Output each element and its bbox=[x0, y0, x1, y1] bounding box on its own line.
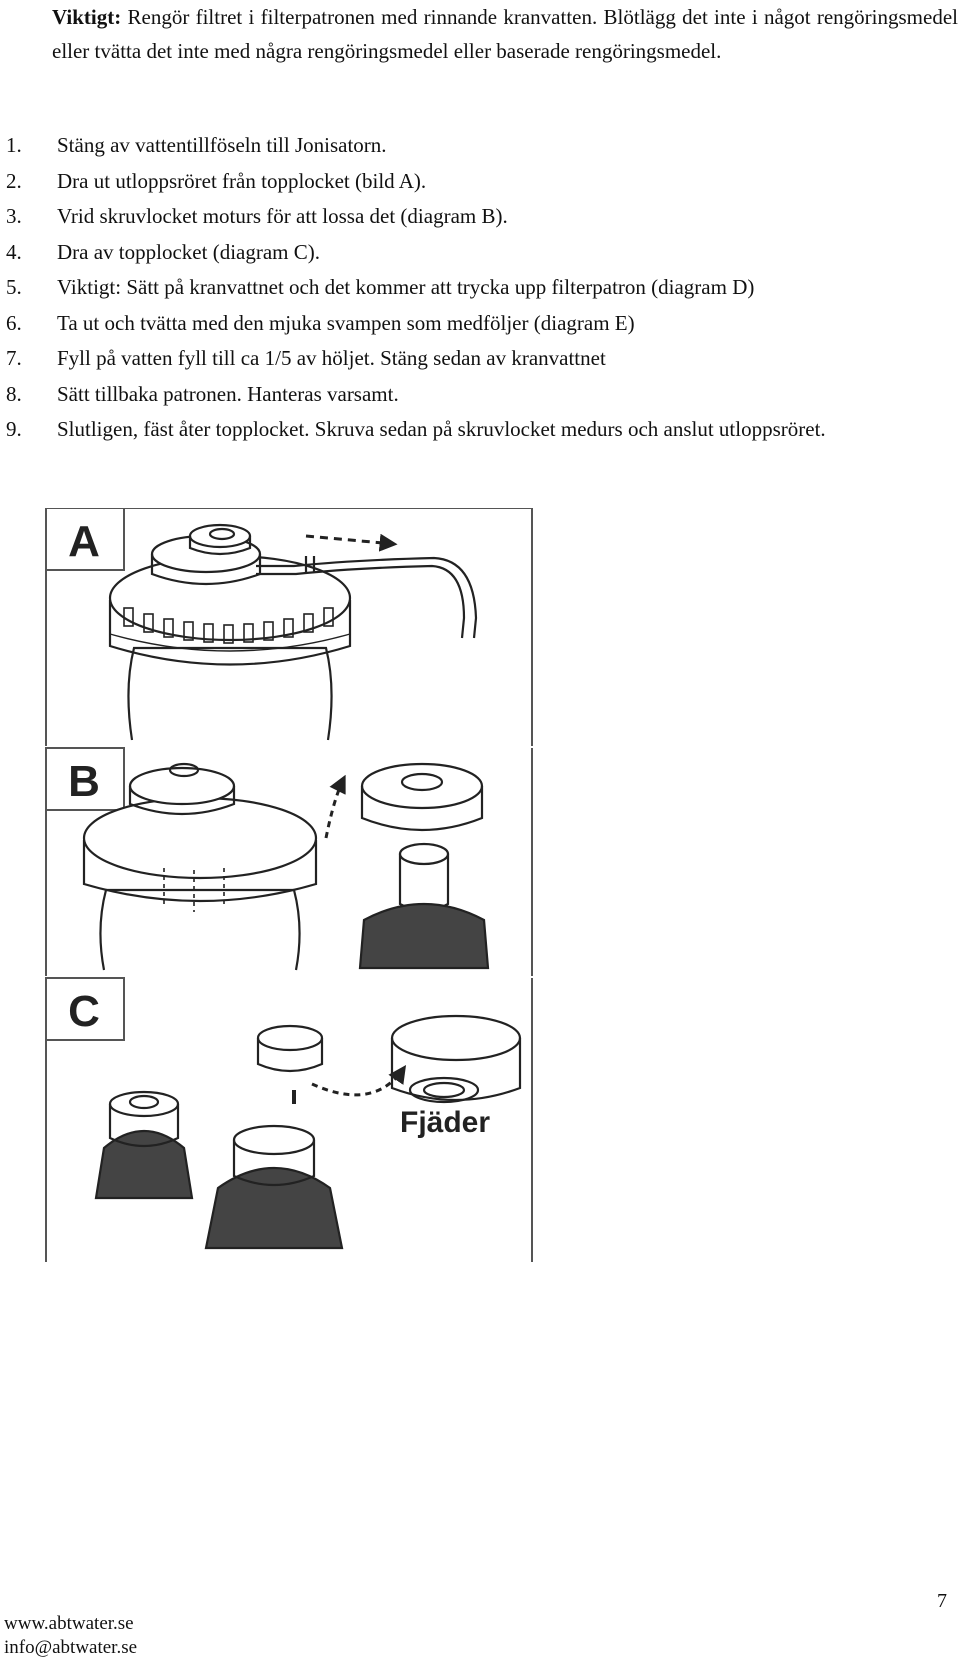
spring-label: Fjäder bbox=[400, 1106, 491, 1139]
step-number: 8. bbox=[6, 381, 22, 406]
list-item bbox=[0, 270, 960, 306]
step-text: Stäng av vattentillföseln till Jonisatorn. bbox=[57, 133, 387, 157]
step-text: Sätt tillbaka patronen. Hanteras varsamt. bbox=[57, 381, 399, 406]
step-text: Slutligen, fäst åter topplocket. Skruva sedan på skruvlocket medurs och anslut utloppsröret. bbox=[57, 417, 826, 441]
step-number: 9. bbox=[6, 417, 22, 441]
step-number: 3. bbox=[6, 204, 22, 228]
footer bbox=[4, 1612, 137, 1660]
step-text: Vrid skruvlocket moturs för att lossa det (diagram B). bbox=[57, 204, 508, 228]
list-item bbox=[0, 306, 960, 342]
step-number: 6. bbox=[6, 310, 22, 335]
footer-email[interactable]: info@abtwater.se bbox=[4, 1637, 138, 1658]
step-number: 4. bbox=[6, 239, 22, 264]
panel-a-illustration bbox=[110, 525, 476, 740]
page-number: 7 bbox=[937, 1590, 947, 1612]
instruction-list bbox=[0, 128, 960, 448]
intro-label: Viktigt: bbox=[52, 5, 122, 29]
list-item bbox=[0, 235, 960, 271]
instruction-diagram bbox=[44, 508, 534, 1263]
step-number: 5. bbox=[6, 275, 22, 299]
intro-paragraph bbox=[52, 0, 958, 68]
panel-c-label: C bbox=[68, 987, 100, 1036]
step-text: Dra ut utloppsröret från topplocket (bild A). bbox=[57, 168, 427, 193]
panel-b-label: B bbox=[68, 757, 100, 806]
list-item bbox=[0, 199, 960, 235]
footer-website[interactable]: www.abtwater.se bbox=[4, 1613, 134, 1634]
intro-text: Rengör filtret i filterpatronen med rinnande kranvatten. Blötlägg det inte i något rengöringsmedel eller tvätta det inte med några rengöringsmedel eller baserade rengöringsmedel. bbox=[52, 5, 958, 63]
list-item bbox=[0, 128, 960, 164]
list-item bbox=[0, 412, 960, 448]
step-number: 1. bbox=[6, 133, 22, 157]
step-text: Ta ut och tvätta med den mjuka svampen som medföljer (diagram E) bbox=[57, 310, 635, 335]
step-number: 2. bbox=[6, 168, 22, 193]
list-item bbox=[0, 164, 960, 200]
panel-b-illustration bbox=[84, 764, 488, 970]
panel-a-label: A bbox=[68, 517, 100, 566]
instruction-figure bbox=[44, 508, 534, 1263]
step-text: Fyll på vatten fyll till ca 1/5 av höljet. Stäng sedan av kranvattnet bbox=[57, 346, 606, 370]
step-number: 7. bbox=[6, 346, 22, 370]
step-text: Dra av topplocket (diagram C). bbox=[57, 239, 320, 264]
list-item bbox=[0, 341, 960, 377]
step-text: Viktigt: Sätt på kranvattnet och det kommer att trycka upp filterpatron (diagram D) bbox=[57, 275, 755, 299]
list-item bbox=[0, 377, 960, 413]
